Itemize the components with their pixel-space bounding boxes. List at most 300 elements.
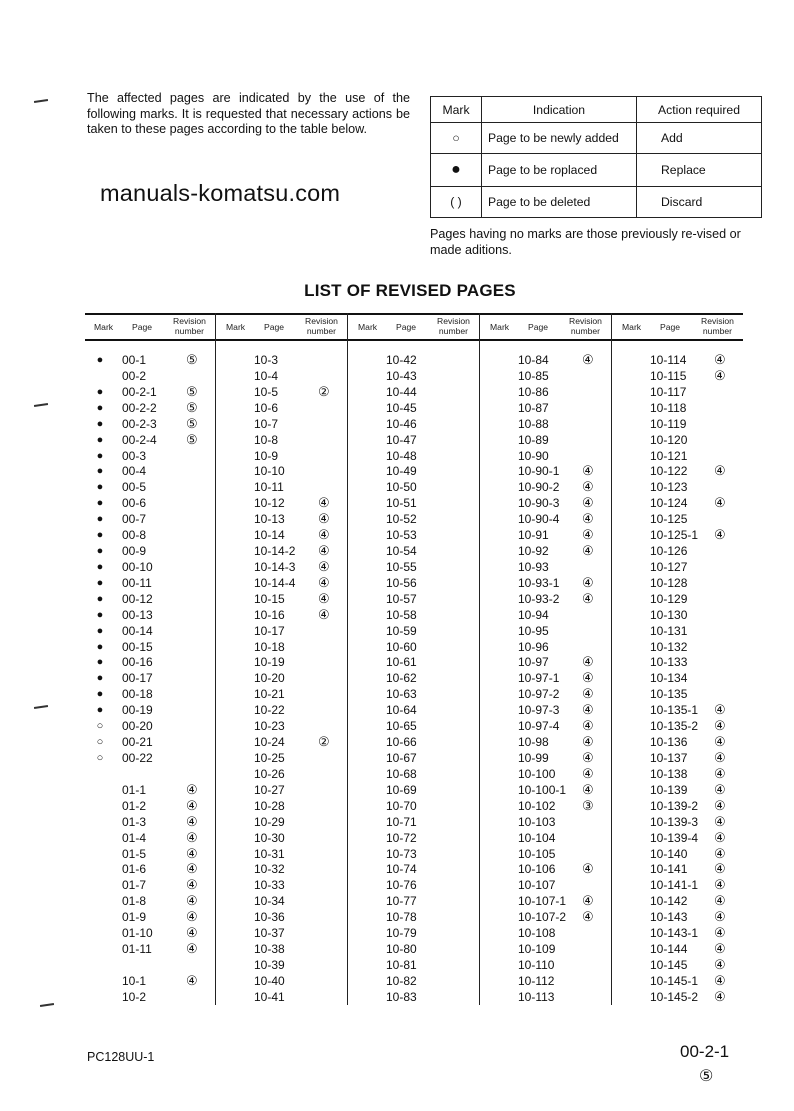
page-number-cell: 10-102 (518, 798, 556, 813)
list-row (613, 479, 743, 495)
list-row (85, 591, 215, 607)
legend-mark-new: ○ (431, 123, 482, 154)
list-row (349, 830, 479, 846)
page-number-cell: 01-8 (122, 894, 147, 909)
page-number-cell: 10-14-3 (254, 559, 296, 574)
revision-number: ④ (714, 956, 726, 972)
list-row (85, 718, 215, 734)
page-number-cell: 00-17 (122, 671, 153, 686)
page-number-cell: 10-91 (518, 528, 549, 543)
page-number-cell: 10-86 (518, 384, 549, 399)
revision-number: ④ (582, 543, 594, 559)
revision-number: ④ (582, 686, 594, 702)
list-row (481, 591, 611, 607)
page-number-cell: 10-3 (254, 353, 279, 367)
list-row (217, 830, 347, 846)
page-number-cell: 10-50 (386, 480, 417, 495)
page-number-cell: 10-42 (386, 353, 417, 367)
page-number-cell: 10-90-3 (518, 496, 560, 511)
list-row (217, 639, 347, 655)
revision-number: ④ (714, 765, 726, 781)
list-row (85, 575, 215, 591)
list-row (613, 734, 743, 750)
list-row (85, 463, 215, 479)
page-number-cell: 10-1 (122, 973, 147, 988)
header-revision (173, 316, 206, 336)
page-number-cell: 10-140 (650, 846, 688, 861)
legend-header-action: Action required (637, 97, 762, 123)
page-number-cell: 10-47 (386, 432, 417, 447)
list-row (613, 448, 743, 464)
header-mark: Mark (490, 322, 510, 332)
list-row (613, 607, 743, 623)
header-page: Page (264, 322, 285, 332)
legend-indication: Page to be newly added (482, 123, 637, 154)
list-row (349, 782, 479, 798)
list-row (349, 909, 479, 925)
list-row (217, 479, 347, 495)
page-number-cell: 10-93-2 (518, 591, 560, 606)
page-number-cell: 10-48 (386, 448, 417, 463)
revision-number: ④ (582, 574, 594, 590)
list-row (481, 846, 611, 862)
revision-number: ④ (318, 606, 330, 622)
list-row (349, 575, 479, 591)
page-number-cell: 10-127 (650, 559, 688, 574)
column-divider (611, 313, 612, 1005)
header-revision-line1: Revision (173, 316, 206, 326)
list-row (85, 495, 215, 511)
page-number-cell: 10-30 (254, 830, 285, 845)
page-number-cell: 10-51 (386, 496, 417, 511)
page-number-cell: 10-124 (650, 496, 688, 511)
list-row (481, 782, 611, 798)
page-number-cell: 10-120 (650, 432, 688, 447)
mark: ● (96, 624, 104, 637)
mark: ● (96, 449, 104, 462)
list-row (85, 654, 215, 670)
list-row (481, 718, 611, 734)
revision-number: ④ (318, 574, 330, 590)
list-row (85, 909, 215, 925)
page-number-cell: 01-4 (122, 830, 147, 845)
revision-number: ④ (714, 829, 726, 845)
legend-action: Replace (637, 154, 762, 187)
list-row (349, 941, 479, 957)
revision-number: ④ (582, 734, 594, 750)
page-number-cell: 10-26 (254, 766, 285, 781)
page-number-cell: 00-5 (122, 480, 147, 495)
revision-number: ④ (582, 750, 594, 765)
page-number-cell: 10-46 (386, 416, 417, 431)
page-number-cell: 10-5 (254, 384, 279, 399)
page-number-cell: 10-121 (650, 448, 688, 463)
revision-number: ④ (714, 352, 726, 367)
page-number-cell: 10-94 (518, 607, 549, 622)
page-number-cell: 10-55 (386, 559, 417, 574)
page-number-cell: 10-129 (650, 591, 688, 606)
page-number-cell: 10-145 (650, 957, 688, 972)
page-number-cell: 10-16 (254, 607, 285, 622)
page-number-cell: 10-19 (254, 655, 285, 670)
page-number-cell: 10-143-1 (650, 926, 699, 941)
legend-mark-delete: ( ) (431, 187, 482, 218)
page-number-cell: 10-24 (254, 735, 285, 750)
header-page: Page (528, 322, 549, 332)
header-revision-line2: number (570, 326, 601, 336)
page-number-cell: 10-132 (650, 639, 688, 654)
list-row (217, 607, 347, 623)
revision-number: ⑤ (186, 383, 198, 399)
page-number-cell: 10-122 (650, 464, 688, 479)
page-number-cell: 10-87 (518, 400, 549, 415)
list-row (217, 702, 347, 718)
page-number-cell: 10-118 (650, 400, 687, 415)
page-number-cell: 10-135-1 (650, 703, 699, 718)
page-number-cell: 10-85 (518, 368, 549, 383)
list-row (613, 575, 743, 591)
header-revision-line1: Revision (437, 316, 470, 326)
list-row (217, 352, 347, 368)
page-number-cell: 00-15 (122, 639, 153, 654)
page-number-cell: 10-17 (254, 623, 285, 638)
revision-number: ④ (582, 909, 594, 925)
page-number-cell: 10-52 (386, 512, 417, 527)
page-number-cell: 10-99 (518, 751, 549, 765)
header-revision (701, 316, 734, 336)
binder-mark (34, 99, 48, 103)
list-row (613, 941, 743, 957)
page-number-cell: 10-8 (254, 432, 279, 447)
revision-number: ④ (186, 845, 198, 861)
page-number-cell: 10-115 (650, 368, 687, 383)
page-number-cell: 10-100-1 (518, 782, 567, 797)
list-row (613, 400, 743, 416)
list-row (349, 559, 479, 575)
mark: ● (96, 465, 104, 478)
page-number-cell: 10-125 (650, 512, 688, 527)
page-number-cell: 10-104 (518, 830, 556, 845)
list-row (613, 384, 743, 400)
revision-number: ④ (318, 495, 330, 511)
list-row (217, 718, 347, 734)
page-number-cell: 10-57 (386, 591, 417, 606)
list-row (613, 925, 743, 941)
list-row (217, 511, 347, 527)
header-revision-line1: Revision (305, 316, 338, 326)
list-row (481, 973, 611, 989)
page-number-cell: 01-9 (122, 910, 147, 925)
list-row (217, 877, 347, 893)
list-row (349, 543, 479, 559)
list-row (613, 766, 743, 782)
legend-header-mark: Mark (431, 97, 482, 123)
page-number-cell: 10-79 (386, 926, 417, 941)
column-header-group (85, 316, 215, 338)
mark: ● (96, 640, 104, 653)
page-number-cell: 10-80 (386, 942, 417, 957)
header-revision-line1: Revision (569, 316, 602, 326)
list-row (481, 877, 611, 893)
page-number-cell: 10-82 (386, 973, 417, 988)
mark: ● (96, 354, 104, 366)
mark: ● (96, 529, 104, 542)
list-row (349, 814, 479, 830)
list-row (217, 766, 347, 782)
page-number-cell: 00-21 (122, 735, 153, 750)
page-number-cell: 10-43 (386, 368, 417, 383)
legend-mark-replace: ● (431, 154, 482, 187)
page-number-cell: 10-145-1 (650, 973, 699, 988)
list-row (613, 702, 743, 718)
page-number-cell: 10-27 (254, 782, 285, 797)
page-number-cell: 10-125-1 (650, 528, 699, 543)
page-number-cell: 00-19 (122, 703, 153, 718)
list-row (85, 511, 215, 527)
list-row (481, 702, 611, 718)
revision-number: ④ (318, 558, 330, 574)
page-number-cell: 10-59 (386, 623, 417, 638)
list-row (349, 400, 479, 416)
page-number-cell: 00-12 (122, 591, 153, 606)
revision-number: ④ (714, 495, 726, 511)
revision-number: ④ (186, 925, 198, 941)
page-number-cell: 10-4 (254, 368, 279, 383)
page-number-cell: 10-98 (518, 735, 549, 750)
page-number-cell: 10-95 (518, 623, 549, 638)
list-row (481, 798, 611, 814)
list-row (613, 750, 743, 766)
list-row (217, 925, 347, 941)
list-row (481, 830, 611, 846)
list-row (85, 798, 215, 814)
page-number-cell: 10-117 (650, 384, 687, 399)
list-row (613, 957, 743, 973)
page-number-cell: 00-6 (122, 496, 147, 511)
binder-mark (34, 403, 48, 407)
page-number-cell: 10-67 (386, 751, 417, 765)
binder-mark (34, 705, 48, 709)
mark: ● (96, 560, 104, 573)
list-row (349, 432, 479, 448)
page-number-cell: 10-14 (254, 528, 285, 543)
revision-number: ③ (582, 797, 594, 813)
page-number-cell: 00-3 (122, 448, 147, 463)
list-row (349, 989, 479, 1005)
page-number-cell: 10-107-2 (518, 910, 567, 925)
column-header-group (217, 316, 347, 338)
list-row (85, 766, 215, 782)
header-top-rule (85, 313, 743, 315)
page-number-cell: 10-144 (650, 942, 688, 957)
list-row (349, 368, 479, 384)
list-row (481, 463, 611, 479)
page-number-cell: 00-14 (122, 623, 153, 638)
list-row (613, 495, 743, 511)
list-row (85, 846, 215, 862)
page-number-cell: 10-38 (254, 942, 285, 957)
page-number-cell: 10-108 (518, 926, 556, 941)
list-row (481, 479, 611, 495)
page-number-cell: 10-9 (254, 448, 279, 463)
page-number-cell: 10-134 (650, 671, 688, 686)
list-row (217, 734, 347, 750)
list-row (217, 989, 347, 1005)
header-revision-line2: number (702, 326, 733, 336)
mark: ● (96, 433, 104, 446)
revision-number: ④ (186, 941, 198, 957)
list-row (349, 654, 479, 670)
revision-number: ④ (714, 463, 726, 479)
list-row (85, 432, 215, 448)
list-row (481, 861, 611, 877)
list-row (349, 718, 479, 734)
page-number-cell: 10-138 (650, 766, 688, 781)
revision-number: ④ (318, 543, 330, 559)
page-number-cell: 10-110 (518, 957, 555, 972)
legend-indication: Page to be deleted (482, 187, 637, 218)
page-number-cell: 10-107 (518, 878, 556, 893)
revision-number: ④ (714, 781, 726, 797)
page-number-cell: 10-81 (386, 957, 417, 972)
page-number-cell: 10-44 (386, 384, 417, 399)
list-row (217, 463, 347, 479)
page-number-cell: 10-53 (386, 528, 417, 543)
mark: ● (96, 417, 104, 430)
page-number-cell: 10-45 (386, 400, 417, 415)
list-row (349, 463, 479, 479)
page-number-cell: 10-64 (386, 703, 417, 718)
revision-number: ④ (318, 511, 330, 527)
header-page: Page (132, 322, 153, 332)
list-row (349, 352, 479, 368)
column-header-group (349, 316, 479, 338)
header-revision (437, 316, 470, 336)
page-number-cell: 10-77 (386, 894, 417, 909)
page-number-cell: 10-65 (386, 719, 417, 734)
list-row (481, 623, 611, 639)
page-number-cell: 10-36 (254, 910, 285, 925)
list-row (481, 559, 611, 575)
page-number-cell: 10-72 (386, 830, 417, 845)
page-number-cell: 00-13 (122, 607, 153, 622)
list-row (613, 654, 743, 670)
list-row (217, 973, 347, 989)
list-row (85, 400, 215, 416)
revision-number: ④ (714, 845, 726, 861)
page-number-cell: 10-109 (518, 942, 556, 957)
list-row (613, 432, 743, 448)
revision-number: ④ (714, 702, 726, 718)
legend-indication: Page to be roplaced (482, 154, 637, 187)
column-divider (215, 313, 216, 1005)
mark: ● (96, 656, 104, 669)
mark: ● (96, 576, 104, 589)
page-number-cell: 10-100 (518, 766, 556, 781)
list-row (217, 654, 347, 670)
list-row (217, 861, 347, 877)
page-number-cell: 10-54 (386, 544, 417, 559)
header-revision (305, 316, 338, 336)
page-title: LIST OF REVISED PAGES (304, 281, 516, 300)
list-row (85, 925, 215, 941)
list-row (481, 766, 611, 782)
list-row (217, 941, 347, 957)
page-number-cell: 00-2 (122, 368, 147, 383)
page-number-cell: 01-2 (122, 798, 147, 813)
list-row (349, 591, 479, 607)
list-row (217, 448, 347, 464)
page-number-cell: 00-2-4 (122, 432, 157, 447)
mark: ● (96, 592, 104, 605)
header-revision-line2: number (174, 326, 205, 336)
list-row (613, 798, 743, 814)
page-number-cell: 10-83 (386, 989, 417, 1004)
page-number-cell: 10-2 (122, 989, 147, 1004)
list-row (85, 448, 215, 464)
page-number-cell: 00-8 (122, 528, 147, 543)
page-number-cell: 10-84 (518, 353, 549, 367)
page-number-cell: 10-89 (518, 432, 549, 447)
list-row (613, 973, 743, 989)
list-row (481, 607, 611, 623)
list-row (481, 432, 611, 448)
list-row (481, 511, 611, 527)
page-number-cell: 10-126 (650, 544, 688, 559)
list-row (613, 639, 743, 655)
revision-number: ④ (582, 527, 594, 543)
model-code: PC128UU-1 (87, 1050, 155, 1064)
list-row (613, 861, 743, 877)
list-row (217, 400, 347, 416)
list-row (217, 432, 347, 448)
list-row (217, 527, 347, 543)
page-number-cell: 10-76 (386, 878, 417, 893)
page-number-cell: 10-12 (254, 496, 285, 511)
list-row (85, 384, 215, 400)
list-row (85, 559, 215, 575)
revision-number: ④ (186, 877, 198, 893)
list-row (349, 957, 479, 973)
list-row (85, 750, 215, 766)
list-row (349, 925, 479, 941)
list-row (481, 368, 611, 384)
list-row (613, 591, 743, 607)
list-row (613, 830, 743, 846)
mark: ● (96, 385, 104, 398)
revision-number: ④ (714, 988, 726, 1004)
list-row (349, 702, 479, 718)
revision-number: ④ (714, 941, 726, 957)
header-page: Page (396, 322, 417, 332)
list-row (481, 734, 611, 750)
revision-number: ④ (714, 718, 726, 734)
page-number-cell: 10-69 (386, 782, 417, 797)
page-number-cell: 10-92 (518, 544, 549, 559)
revision-number: ④ (582, 352, 594, 367)
revision-number: ⑤ (186, 431, 198, 447)
list-row (481, 448, 611, 464)
mark: ● (96, 497, 104, 510)
page-number-cell: 00-2-1 (122, 384, 157, 399)
page-number-cell: 10-70 (386, 798, 417, 813)
header-mark: Mark (226, 322, 246, 332)
page-number-cell: 00-2-3 (122, 416, 157, 431)
list-row (613, 893, 743, 909)
revision-number: ④ (186, 797, 198, 813)
column-divider (347, 313, 348, 1005)
list-row (349, 448, 479, 464)
